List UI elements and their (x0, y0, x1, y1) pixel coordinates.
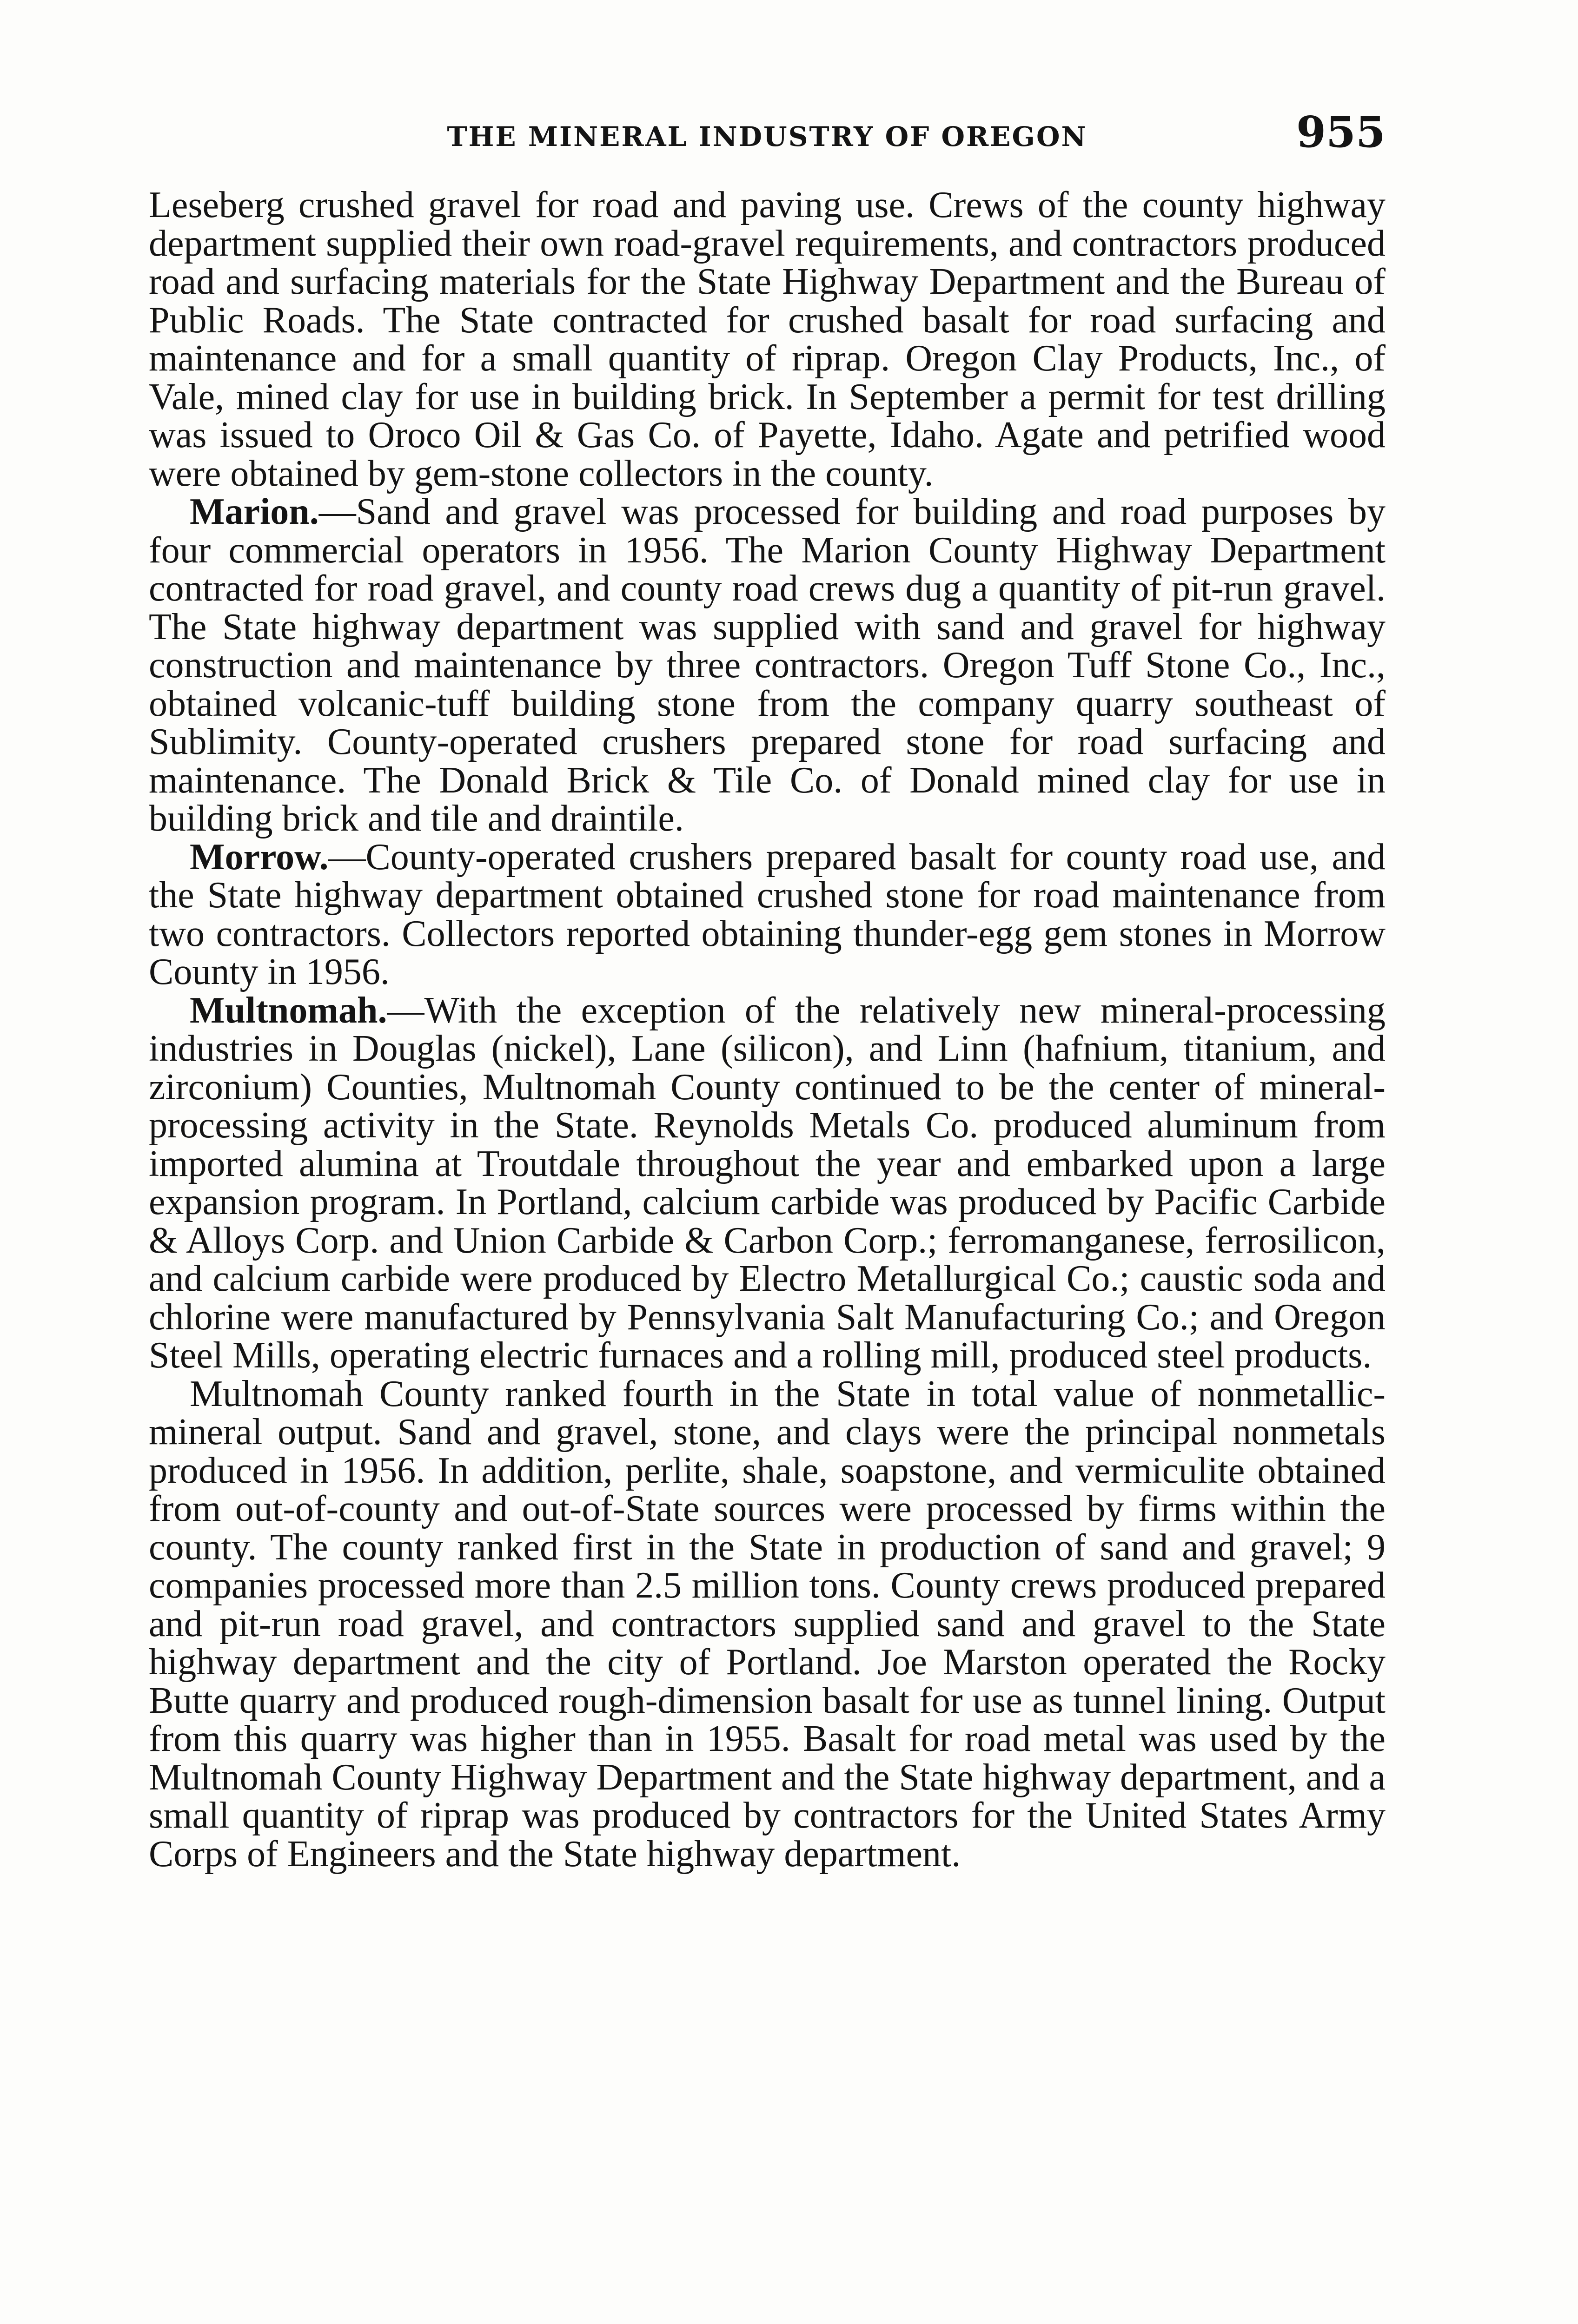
body-text (149, 186, 1386, 1873)
morrow-text: —County-operated crushers prepared basalt for county road use, and the State highway department obtained crushed stone for road maintenance from two contractors. Collectors reported obtaining thunder-egg gem stones in Morrow County in 1956. (149, 836, 1386, 992)
running-title: THE MINERAL INDUSTRY OF OREGON (447, 121, 1087, 152)
multnomah-text: —With the exception of the relatively new mineral-processing industries in Douglas (nickel), Lane (silicon), and Linn (hafnium, titanium, and zirconium) Counties, Multnomah County continued to be the center of mineral-processing activity in the State. Reynolds Metals Co. produced aluminum from imported alumina at Troutdale throughout the year and embarked upon a large expansion program. In Portland, calcium carbide was produced by Pacific Carbide & Alloys Corp. and Union Carbide & Carbon Corp.; ferromanganese, ferrosilicon, and calcium carbide were produced by Electro Metallurgical Co.; caustic soda and chlorine were manufactured by Pennsylvania Salt Manufacturing Co.; and Oregon Steel Mills, operating electric furnaces and a rolling mill, produced steel products. (149, 990, 1386, 1376)
document-page (149, 102, 1386, 1873)
running-header (149, 102, 1386, 167)
county-heading-multnomah: Multnomah. (190, 990, 387, 1031)
county-heading-marion: Marion. (190, 491, 319, 532)
paragraph-marion (149, 493, 1386, 838)
county-heading-morrow: Morrow. (190, 836, 329, 878)
paragraph-multnomah-output: Multnomah County ranked fourth in the State in total value of nonmetallic-mineral output. Sand and gravel, stone, and clays were the principal nonmetals produced in 1956. In addition, perlite, shale, soapstone, and vermiculite obtained from out-of-county and out-of-State sources were processed by firms within the county. The county ranked first in the State in production of sand and gravel; 9 companies processed more than 2.5 million tons. County crews produced prepared and pit-run road gravel, and contractors supplied sand and gravel to the State highway department and the city of Portland. Joe Marston operated the Rocky Butte quarry and produced rough-dimension basalt for use as tunnel lining. Output from this quarry was higher than in 1955. Basalt for road metal was used by the Multnomah County Highway Department and the State highway department, and a small quantity of riprap was produced by contractors for the United States Army Corps of Engineers and the State highway department. (149, 1373, 1386, 1875)
paragraph-multnomah (149, 991, 1386, 1375)
paragraph-morrow (149, 838, 1386, 991)
paragraph-continued: Leseberg crushed gravel for road and paving use. Crews of the county highway department supplied their own road-gravel requirements, and contractors produced road and surfacing materials for the State Highway Department and the Bureau of Public Roads. The State contracted for crushed basalt for road surfacing and maintenance and for a small quantity of riprap. Oregon Clay Products, Inc., of Vale, mined clay for use in building brick. In September a permit for test drilling was issued to Oroco Oil & Gas Co. of Payette, Idaho. Agate and petrified wood were obtained by gem-stone collectors in the county. (149, 185, 1386, 494)
page-number: 955 (1296, 107, 1386, 157)
marion-text: —Sand and gravel was processed for building and road purposes by four commercial operators in 1956. The Marion County Highway Department contracted for road gravel, and county road crews dug a quantity of pit-run gravel. The State highway department was supplied with sand and gravel for highway construction and maintenance by three contractors. Oregon Tuff Stone Co., Inc., obtained volcanic-tuff building stone from the company quarry southeast of Sublimity. County-operated crushers prepared stone for road surfacing and maintenance. The Donald Brick & Tile Co. of Donald mined clay for use in building brick and tile and draintile. (149, 491, 1386, 839)
